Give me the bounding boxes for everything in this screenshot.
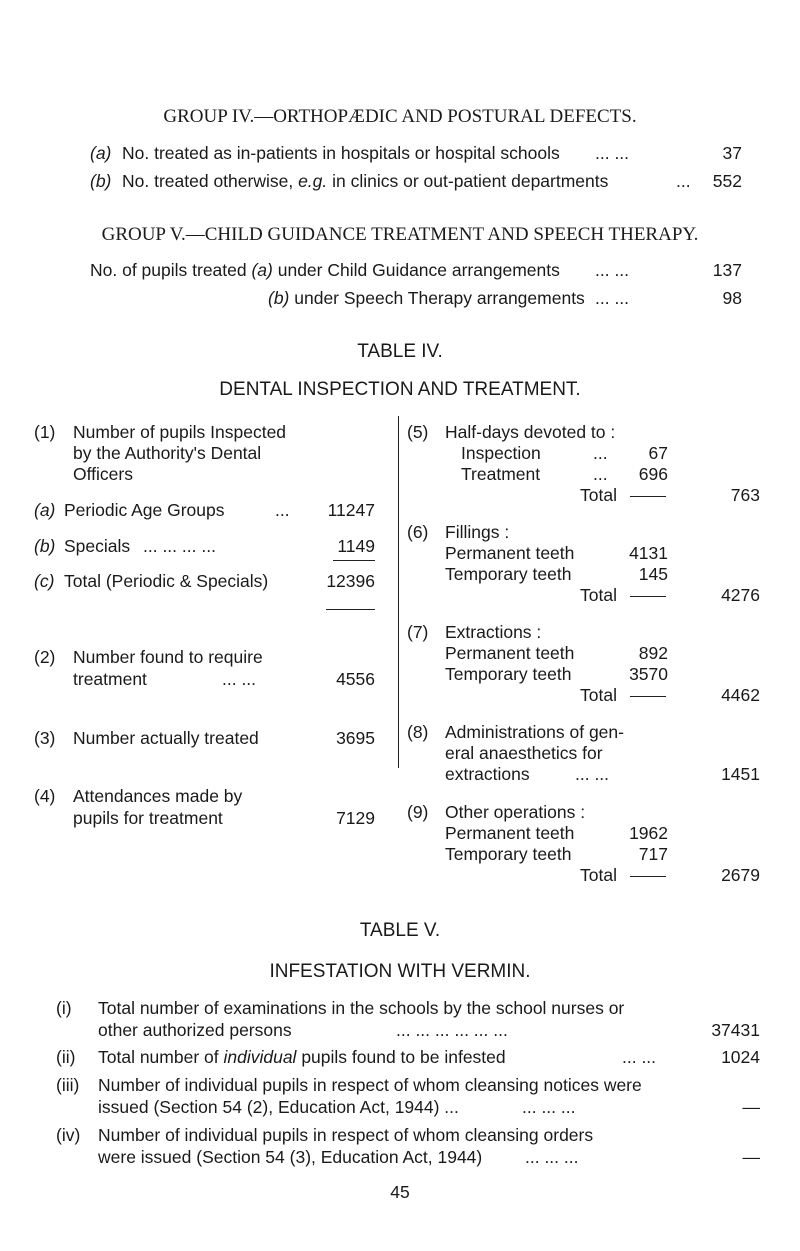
t4-item1-line2: by the Authority's Dental	[73, 443, 262, 463]
t4-item9-r2-value: 717	[638, 844, 668, 864]
group4-a-label: (a)	[90, 143, 112, 163]
t4-b-text: Specials	[64, 536, 131, 556]
t4-item2-value: 4556	[336, 669, 375, 689]
group4-b-dots: ...	[676, 171, 691, 191]
t4-item6-total: 4276	[721, 585, 760, 605]
t4-item6-r1-label: Permanent teeth	[445, 543, 575, 563]
t4-item5-r1-value: 67	[648, 443, 668, 463]
group4-a-value: 37	[722, 143, 742, 163]
t4-a-value: 11247	[327, 500, 375, 520]
t4-item8-line3: extractions	[445, 764, 530, 784]
t4-item4-line1: Attendances made by	[73, 786, 243, 806]
t5-iii-line2: issued (Section 54 (2), Education Act, 1944) ...	[98, 1097, 459, 1117]
t4-a-label: (a)	[34, 500, 56, 520]
t4-total-rule	[326, 609, 375, 610]
group5-a-dots: ... ...	[595, 260, 630, 280]
t4-a-dots: ...	[275, 500, 290, 520]
t4-item1-line1: Number of pupils Inspected	[73, 422, 287, 442]
t4-item9-r2-label: Temporary teeth	[445, 844, 572, 864]
t4-b-value: 1149	[337, 536, 375, 556]
t4-item8-value: 1451	[721, 764, 760, 784]
t4-item6-total-label: Total	[580, 585, 617, 605]
t4-subtotal-rule	[333, 560, 375, 561]
page-number: 45	[390, 1182, 410, 1202]
t5-i-num: (i)	[56, 998, 72, 1018]
t5-iv-dots: ... ... ...	[525, 1147, 579, 1167]
t4-item2-line1: Number found to require	[73, 647, 263, 667]
t4-item7-heading: Extractions :	[445, 622, 542, 642]
t5-i-value: 37431	[711, 1020, 760, 1040]
t4-item5-r2-label: Treatment	[461, 464, 541, 484]
t4-item5-r1-dots: ...	[593, 443, 608, 463]
t4-item5-total-rule	[630, 496, 666, 497]
t4-item9-num: (9)	[407, 802, 429, 822]
group4-b-label: (b)	[90, 171, 112, 191]
t4-item7-total-rule	[630, 696, 666, 697]
t5-iv-line1: Number of individual pupils in respect of whom cleansing orders	[98, 1125, 594, 1145]
t4-item7-total-label: Total	[580, 685, 617, 705]
t4-item1-num: (1)	[34, 422, 56, 442]
table5-subtitle: INFESTATION WITH VERMIN.	[269, 961, 531, 982]
t4-b-label: (b)	[34, 536, 56, 556]
t4-item7-r2-value: 3570	[629, 664, 668, 684]
group5-a-text: No. of pupils treated (a) under Child Guidance arrangements	[90, 260, 560, 280]
group5-heading: GROUP V.—CHILD GUIDANCE TREATMENT AND SPEECH THERAPY.	[101, 224, 699, 245]
group4-a-text: No. treated as in-patients in hospitals or hospital schools	[122, 143, 560, 163]
t4-item5-heading: Half-days devoted to :	[445, 422, 616, 442]
t4-item7-total: 4462	[721, 685, 760, 705]
t4-item5-total: 763	[730, 485, 760, 505]
t4-item5-r1-label: Inspection	[461, 443, 541, 463]
t4-item7-r1-value: 892	[638, 643, 668, 663]
table4-subtitle: DENTAL INSPECTION AND TREATMENT.	[219, 379, 581, 400]
t4-item6-r2-label: Temporary teeth	[445, 564, 572, 584]
t5-iii-num: (iii)	[56, 1075, 80, 1095]
t4-item3-text: Number actually treated	[73, 728, 259, 748]
t5-ii-num: (ii)	[56, 1047, 76, 1067]
group4-heading: GROUP IV.—ORTHOPÆDIC AND POSTURAL DEFECTS.	[163, 106, 637, 127]
group4-a-dots: ... ...	[595, 143, 630, 163]
t4-item5-r2-dots: ...	[593, 464, 608, 484]
t5-i-dots: ... ... ... ... ... ...	[396, 1020, 508, 1040]
table4-title: TABLE IV.	[357, 341, 443, 362]
t4-item5-total-label: Total	[580, 485, 617, 505]
t5-iii-line1: Number of individual pupils in respect of whom cleansing notices were	[98, 1075, 642, 1095]
t4-item9-total-label: Total	[580, 865, 617, 885]
t4-item3-value: 3695	[336, 728, 375, 748]
t4-c-text: Total (Periodic & Specials)	[64, 571, 269, 591]
t5-ii-value: 1024	[721, 1047, 760, 1067]
group4-b-text: No. treated otherwise, e.g. in clinics or out-patient departments	[122, 171, 609, 191]
t4-item1-line3: Officers	[73, 464, 133, 484]
t4-c-label: (c)	[34, 571, 55, 591]
t5-iii-dots: ... ... ...	[522, 1097, 576, 1117]
t4-item9-r1-value: 1962	[629, 823, 668, 843]
t4-item7-r2-label: Temporary teeth	[445, 664, 572, 684]
t4-item6-num: (6)	[407, 522, 429, 542]
t5-iv-line2: were issued (Section 54 (3), Education Act, 1944)	[98, 1147, 483, 1167]
t4-item6-r1-value: 4131	[629, 543, 668, 563]
group5-b-text: (b) under Speech Therapy arrangements	[268, 288, 585, 308]
t4-item2-num: (2)	[34, 647, 56, 667]
t4-item9-total-rule	[630, 876, 666, 877]
t5-ii-text: Total number of individual pupils found to be infested	[98, 1047, 506, 1067]
t4-item4-line2: pupils for treatment	[73, 808, 223, 828]
t4-item2-line2: treatment	[73, 669, 147, 689]
table4-column-divider	[398, 416, 399, 768]
t4-item8-dots: ... ...	[575, 764, 610, 784]
t4-item9-total: 2679	[721, 865, 760, 885]
t4-item9-heading: Other operations :	[445, 802, 586, 822]
t4-item6-total-rule	[630, 596, 666, 597]
t5-i-line1: Total number of examinations in the schools by the school nurses or	[98, 998, 625, 1018]
t4-item2-dots: ... ...	[222, 669, 257, 689]
table5-title: TABLE V.	[359, 920, 441, 941]
t4-item7-r1-label: Permanent teeth	[445, 643, 575, 663]
t4-item6-r2-value: 145	[638, 564, 668, 584]
t4-item8-line2: eral anaesthetics for	[445, 743, 603, 763]
t5-iv-num: (iv)	[56, 1125, 81, 1145]
group5-b-dots: ... ...	[595, 288, 630, 308]
t4-item4-value: 7129	[336, 808, 375, 828]
t5-iii-value: —	[742, 1097, 760, 1117]
t4-item6-heading: Fillings :	[445, 522, 510, 542]
group5-a-value: 137	[712, 260, 742, 280]
t4-c-value: 12396	[326, 571, 375, 591]
t4-item4-num: (4)	[34, 786, 56, 806]
t4-item9-r1-label: Permanent teeth	[445, 823, 575, 843]
t4-b-dots: ... ... ... ...	[143, 536, 216, 556]
t5-ii-dots: ... ...	[622, 1047, 657, 1067]
group5-b-value: 98	[722, 288, 742, 308]
t4-item5-r2-value: 696	[638, 464, 668, 484]
t4-item3-num: (3)	[34, 728, 56, 748]
t5-i-line2: other authorized persons	[98, 1020, 292, 1040]
t5-iv-value: —	[742, 1147, 760, 1167]
t4-item8-num: (8)	[407, 722, 429, 742]
t4-a-text: Periodic Age Groups	[64, 500, 225, 520]
t4-item8-line1: Administrations of gen-	[445, 722, 624, 742]
t4-item5-num: (5)	[407, 422, 429, 442]
group4-b-value: 552	[712, 171, 742, 191]
t4-item7-num: (7)	[407, 622, 429, 642]
